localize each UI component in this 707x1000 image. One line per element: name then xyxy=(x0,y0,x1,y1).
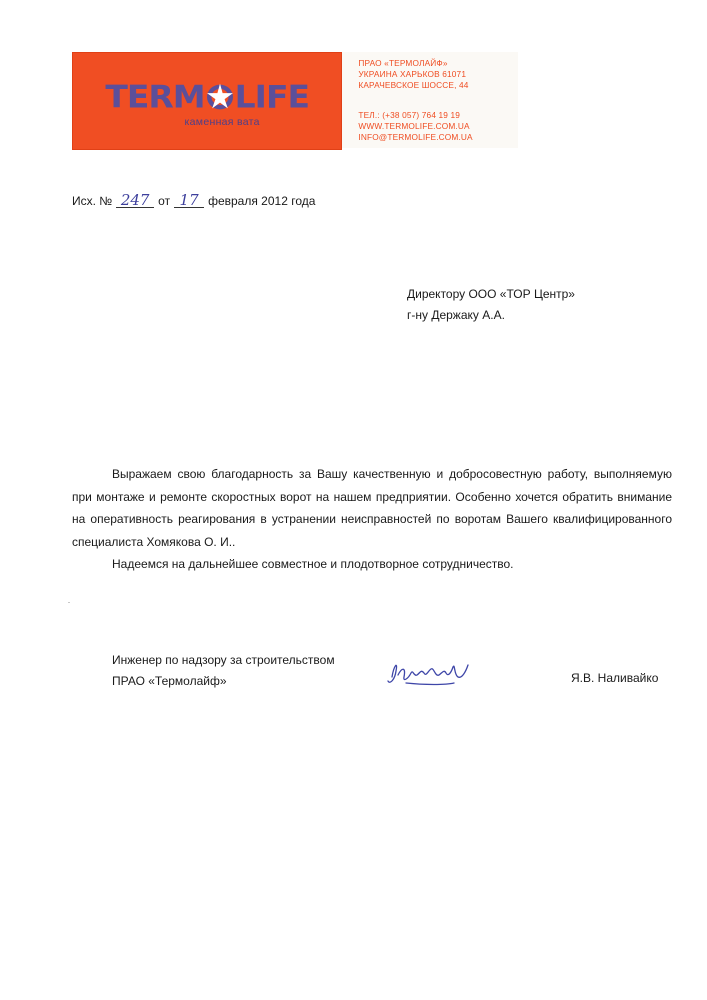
logo-wordmark xyxy=(105,77,309,114)
scan-speck xyxy=(68,602,70,603)
reference-from: от xyxy=(158,194,171,208)
position-line1: Инженер по надзору за строительством xyxy=(112,653,335,667)
reference-prefix: Исх. № xyxy=(72,194,113,208)
addressee-line2: г-ну Держаку А.А. xyxy=(407,308,505,322)
company-name: ПРАО «ТЕРМОЛАЙФ» xyxy=(358,58,448,68)
body-paragraph-2: Надеемся на дальнейшее совместное и плодотворное сотрудничество. xyxy=(112,557,514,571)
company-website: WWW.TERMOLIFE.COM.UA xyxy=(358,120,470,131)
company-phone: ТЕЛ.: (+38 057) 764 19 19 xyxy=(358,109,461,120)
star-o-icon xyxy=(205,82,235,111)
addressee-line1: Директору ООО «ТОР Центр» xyxy=(407,287,575,301)
company-address-line1: УКРАИНА ХАРЬКОВ 61071 xyxy=(358,69,467,80)
logo-text-left: TERM xyxy=(105,77,205,115)
signatory-position xyxy=(112,650,335,692)
paragraph-1-text: Выражаем свою благодарность за Вашу качественную и добросовестную работу, выполняемую при монтаже и ремонте скоростных ворот на нашем предприятии. Особенно хочется обратить внимание на оперативность реагирования в устранении неисправностей по воротам Вашего квалифицированного специалиста Хомякова О. И.. xyxy=(72,467,672,549)
reference-date-rest: февраля 2012 года xyxy=(208,194,316,208)
signatory-name: Я.В. Наливайко xyxy=(571,671,659,685)
company-email: INFO@TERMOLIFE.COM.UA xyxy=(358,132,473,143)
reference-line xyxy=(72,193,315,208)
logo-subtitle: каменная вата xyxy=(184,115,260,128)
addressee xyxy=(407,284,575,326)
logo-text-right: LIFE xyxy=(234,77,310,115)
letter-body xyxy=(72,463,672,576)
company-contacts xyxy=(342,52,518,148)
reference-number: 247 xyxy=(116,193,154,208)
position-line2: ПРАО «Термолайф» xyxy=(112,674,227,688)
company-logo xyxy=(72,52,342,150)
reference-day: 17 xyxy=(174,193,204,208)
company-address-line2: КАРАЧЕВСКОЕ ШОССЕ, 44 xyxy=(358,80,469,91)
body-paragraph-1 xyxy=(72,463,672,553)
letterhead xyxy=(72,52,518,150)
handwritten-signature xyxy=(384,655,476,691)
